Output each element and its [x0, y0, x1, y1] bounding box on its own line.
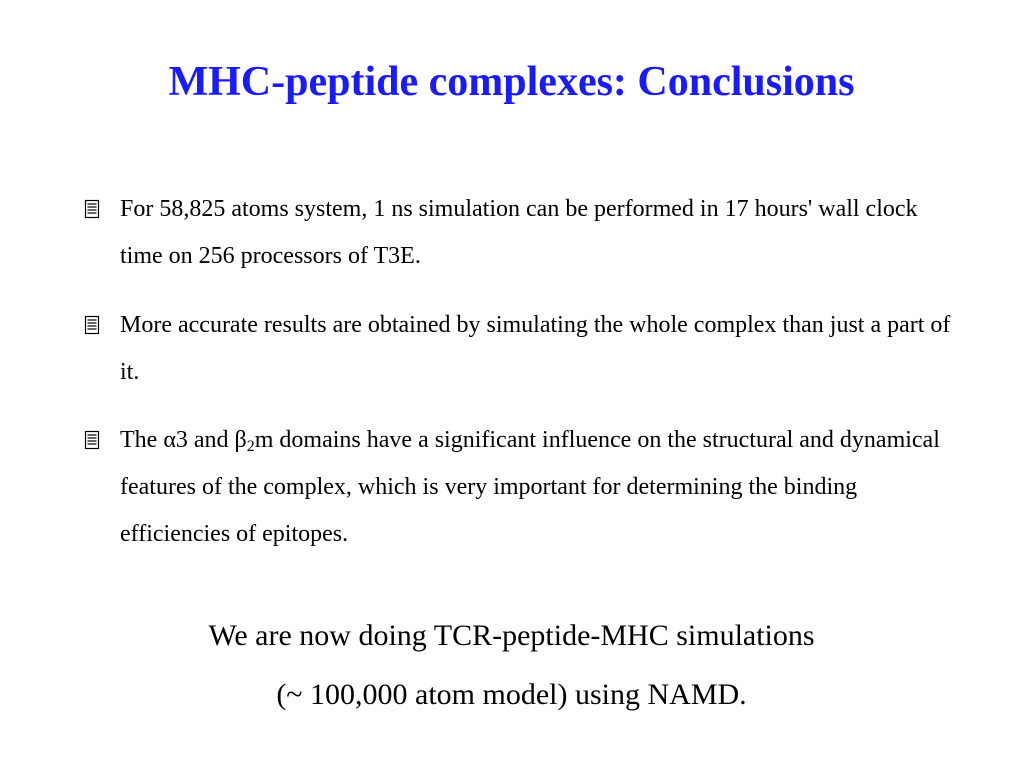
- beta-subscript: 2: [246, 438, 255, 455]
- alpha-symbol: α: [163, 427, 176, 453]
- slide-title: MHC-peptide complexes: Conclusions: [168, 59, 855, 105]
- bullet-text: [120, 427, 940, 547]
- bullet-item: [84, 186, 964, 280]
- bullet-text: For 58,825 atoms system, 1 ns simulation can be performed in 17 hours' wall clock time on 256 processors of T3E.: [120, 196, 918, 269]
- closing-statement: [0, 606, 1023, 724]
- stacked-lines-icon: [84, 315, 100, 335]
- closing-line-2: (~ 100,000 atom model) using NAMD.: [276, 678, 747, 711]
- bullet-text-start: The: [120, 427, 164, 453]
- bullet-item: [84, 302, 964, 396]
- closing-line-1: We are now doing TCR-peptide-MHC simulations: [208, 619, 815, 652]
- bullet-text-end: m domains have a significant influence on the structural and dynamical features of the complex, which is very important for determining the binding efficiencies of epitopes.: [120, 427, 940, 547]
- stacked-lines-icon: [84, 199, 100, 219]
- bullet-list: [84, 186, 964, 580]
- stacked-lines-icon: [84, 430, 100, 450]
- bullet-text: More accurate results are obtained by simulating the whole complex than just a part of it.: [120, 312, 951, 385]
- beta-symbol: β: [234, 427, 247, 453]
- bullet-text-mid: 3 and: [175, 427, 235, 453]
- bullet-item: [84, 417, 964, 558]
